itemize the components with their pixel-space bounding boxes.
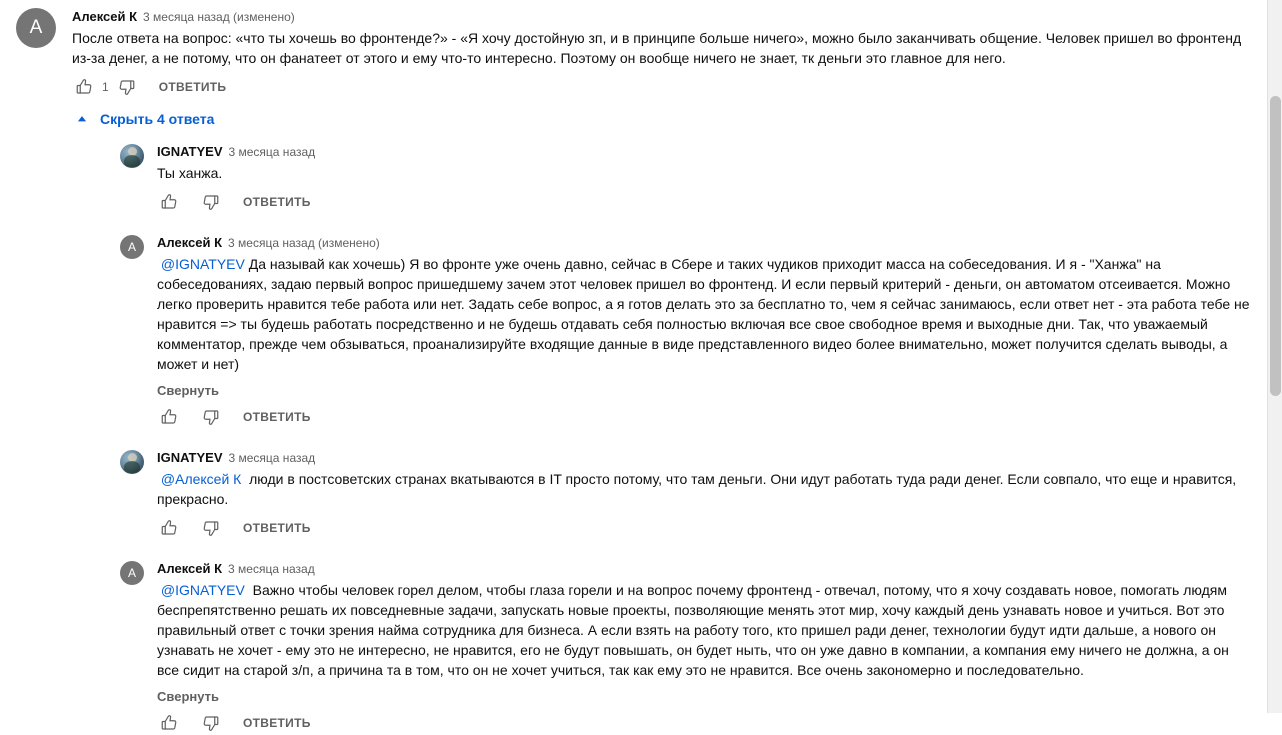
scrollbar-thumb[interactable] [1270, 96, 1281, 396]
like-icon[interactable] [157, 190, 181, 214]
comment-author[interactable]: Алексей К [72, 9, 138, 24]
comment-author[interactable]: Алексей К [157, 561, 223, 576]
comment-meta [157, 143, 1250, 161]
like-icon[interactable] [157, 711, 181, 735]
chevron-up-icon [72, 109, 92, 129]
comment-body [157, 560, 1250, 735]
comment-text: После ответа на вопрос: «что ты хочешь во фронтенде?» - «Я хочу достойную зп, и в принципе больше ничего», можно было заканчивать общение. Человек пришел во фронтенд из-за денег, а не потому, что он фанатеет от этого и ему что-то интересно. Поэтому он вообще ничего не знает, тк деньги это главное для него. [72, 30, 1245, 66]
mention-link[interactable]: @IGNATYEV [160, 582, 245, 598]
avatar[interactable]: A [120, 235, 144, 259]
comment-actions [72, 75, 1250, 99]
reply-button[interactable]: ОТВЕТИТЬ [243, 521, 311, 535]
comment-text [157, 163, 1250, 183]
reply-item [120, 143, 1250, 214]
avatar[interactable] [120, 144, 144, 168]
comment-text-body: Важно чтобы человек горел делом, чтобы глаза горели и на вопрос почему фронтенд - отвечал, потому, что я хочу создавать новое, помогать людям беспрепятственно решать их повседневные задачи, запускать новые проекты, позволяющие менять этот мир, хочу каждый день узнавать новое и учиться. Вот это правильный ответ с точки зрения найма сотрудника для бизнеса. А если взять на работу того, кто пришел ради денег, технологии будут идти дальше, а нового он узнавать не хочет - ему это не интересно, не нравится, его не будут повышать, он будет ныть, что он уже давно в компании, а компания ему ничего не должна, а он все сидит на старой з/п, а причина та в том, что он не хочет учиться, так как ему это не нравится. Все очень закономерно и последовательно. [157, 582, 1233, 678]
comment-meta [157, 234, 1250, 252]
like-icon[interactable] [157, 516, 181, 540]
comment-actions [157, 516, 1250, 540]
reply-button[interactable]: ОТВЕТИТЬ [243, 195, 311, 209]
comment-meta [157, 560, 1250, 578]
avatar[interactable] [120, 450, 144, 474]
comment-actions [157, 405, 1250, 429]
mention-link[interactable]: @Алексей К [160, 471, 242, 487]
reply-item [120, 449, 1250, 540]
comment-text-body: Да называй как хочешь) Я во фронте уже очень давно, сейчас в Сбере и таких чудиков приходит масса на собеседования. И я - "Ханжа" на собеседованиях, задаю первый вопрос пришедшему зачем этот человек пришел во фронтенд. И если первый критерий - деньги, он автоматом отсеивается. Можно легко проверить нравится тебе работа или нет. Задать себе вопрос, а я готов делать это за бесплатно то, чем я сейчас занимаюсь, если ответ нет - эта работа тебе не нравится => ты будешь работать посредственно и не будешь отдавать себя полностью включая все свое свободное время и выходные дни. Так, что уважаемый комментатор, прежде чем обзываться, проанализируйте входящие данные в виде представленного видео более внимательно, может получится сделать выводы, а может и нет) [157, 256, 1254, 372]
dislike-icon[interactable] [115, 75, 139, 99]
like-count: 1 [102, 80, 109, 94]
dislike-icon[interactable] [199, 190, 223, 214]
avatar[interactable]: A [16, 8, 56, 48]
replies-toggle-label: Скрыть 4 ответа [100, 111, 215, 127]
comment-timestamp[interactable]: 3 месяца назад (изменено) [143, 10, 295, 24]
comment-text [157, 469, 1250, 509]
top-level-comment [16, 8, 1254, 735]
comment-text-body: Ты ханжа. [157, 165, 223, 181]
comment-body [157, 143, 1250, 214]
comment-meta [157, 449, 1250, 467]
comment-timestamp[interactable]: 3 месяца назад (изменено) [228, 236, 380, 250]
collapse-button[interactable]: Свернуть [157, 383, 219, 398]
comment-author[interactable]: IGNATYEV [157, 450, 223, 465]
reply-button[interactable]: ОТВЕТИТЬ [243, 716, 311, 730]
comment-author[interactable]: Алексей К [157, 235, 223, 250]
vertical-scrollbar[interactable] [1267, 0, 1282, 713]
dislike-icon[interactable] [199, 516, 223, 540]
comment-body [157, 234, 1254, 429]
mention-link[interactable]: @IGNATYEV [160, 256, 245, 272]
comment-body [72, 8, 1254, 735]
comment-timestamp[interactable]: 3 месяца назад [228, 145, 316, 159]
comment-timestamp[interactable]: 3 месяца назад [228, 451, 316, 465]
reply-button[interactable]: ОТВЕТИТЬ [158, 80, 227, 94]
dislike-icon[interactable] [199, 405, 223, 429]
comment-body [157, 449, 1250, 540]
collapse-button[interactable]: Свернуть [157, 689, 219, 704]
comment-thread [0, 8, 1262, 735]
like-icon[interactable] [157, 405, 181, 429]
comment-text-body: люди в постсоветских странах вкатываются в IT просто потому, что там деньги. Они идут работать туда ради денег. Если совпало, что еще и нравится, прекрасно. [157, 471, 1241, 507]
replies-list [72, 143, 1254, 735]
comment-actions [157, 190, 1250, 214]
comment-text [157, 580, 1250, 680]
comment-text [157, 254, 1254, 374]
comment-meta [72, 8, 1250, 26]
show-hide-replies-button[interactable] [72, 109, 1250, 129]
reply-button[interactable]: ОТВЕТИТЬ [243, 410, 311, 424]
reply-item [120, 234, 1254, 429]
comment-timestamp[interactable]: 3 месяца назад [228, 562, 315, 576]
like-icon[interactable] [72, 75, 96, 99]
avatar[interactable]: A [120, 561, 144, 585]
comment-actions [157, 711, 1250, 735]
dislike-icon[interactable] [199, 711, 223, 735]
reply-item [120, 560, 1250, 735]
comment-author[interactable]: IGNATYEV [157, 144, 223, 159]
